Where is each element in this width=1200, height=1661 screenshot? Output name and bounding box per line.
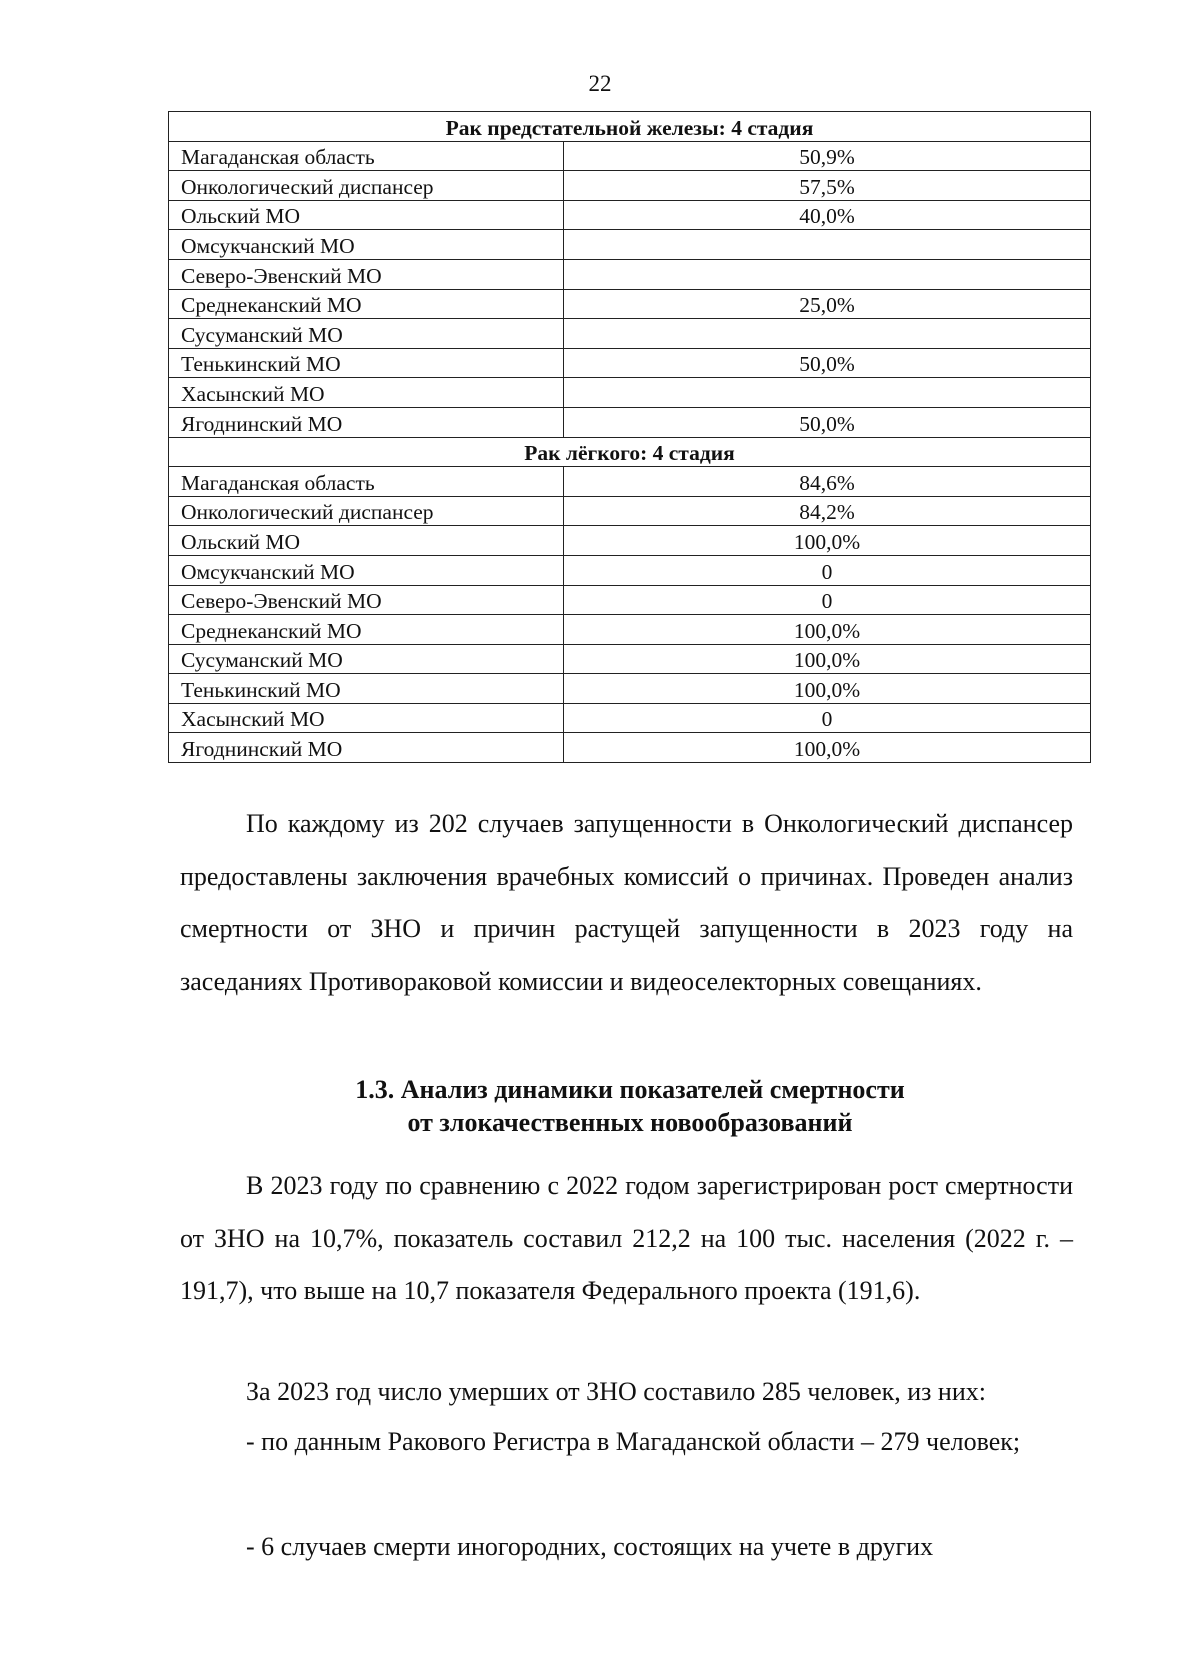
region-cell: Магаданская область — [169, 467, 564, 497]
region-cell: Омсукчанский МО — [169, 555, 564, 585]
table-row — [169, 200, 1091, 230]
value-cell: 0 — [564, 585, 1091, 615]
region-cell: Омсукчанский МО — [169, 230, 564, 260]
value-cell: 50,9% — [564, 141, 1091, 171]
section-heading-line-1: 1.3. Анализ динамики показателей смертности — [355, 1075, 905, 1104]
region-cell: Среднеканский МО — [169, 615, 564, 645]
value-cell: 0 — [564, 703, 1091, 733]
value-cell: 84,2% — [564, 496, 1091, 526]
value-cell: 84,6% — [564, 467, 1091, 497]
section-heading-line-2: от злокачественных новообразований — [407, 1108, 853, 1137]
region-cell: Ягоднинский МО — [169, 407, 564, 437]
table-row — [169, 467, 1091, 497]
paragraph-deaths-total: За 2023 год число умерших от ЗНО составило 285 человек, из них: — [246, 1377, 986, 1406]
value-cell — [564, 259, 1091, 289]
value-cell: 57,5% — [564, 171, 1091, 201]
table-row — [169, 378, 1091, 408]
stage4-statistics-table — [168, 111, 1091, 763]
table-section-header — [169, 437, 1091, 467]
region-cell: Северо-Эвенский МО — [169, 585, 564, 615]
region-cell: Онкологический диспансер — [169, 171, 564, 201]
section-heading — [0, 1073, 1200, 1139]
paragraph-commission-conclusions: По каждому из 202 случаев запущенности в Онкологический диспансер предоставлены заключения врачебных комиссий о причинах. Проведен анализ смертности от ЗНО и причин растущей запущенности в 2023 году на заседаниях Противораковой комиссии и видеоселекторных совещаниях. — [180, 809, 1073, 996]
value-cell: 100,0% — [564, 526, 1091, 556]
table-row — [169, 703, 1091, 733]
table-section-header — [169, 112, 1091, 142]
region-cell: Северо-Эвенский МО — [169, 259, 564, 289]
value-cell: 25,0% — [564, 289, 1091, 319]
value-cell — [564, 230, 1091, 260]
section-title-lung: Рак лёгкого: 4 стадия — [169, 437, 1091, 467]
region-cell: Ольский МО — [169, 200, 564, 230]
region-cell: Сусуманский МО — [169, 644, 564, 674]
region-cell: Тенькинский МО — [169, 674, 564, 704]
region-cell: Магаданская область — [169, 141, 564, 171]
table-row — [169, 644, 1091, 674]
table-row — [169, 733, 1091, 763]
table-row — [169, 348, 1091, 378]
table-row — [169, 407, 1091, 437]
table-row — [169, 319, 1091, 349]
table-row — [169, 141, 1091, 171]
region-cell: Хасынский МО — [169, 703, 564, 733]
value-cell: 40,0% — [564, 200, 1091, 230]
table-row — [169, 496, 1091, 526]
page-number: 22 — [588, 71, 612, 96]
region-cell: Среднеканский МО — [169, 289, 564, 319]
value-cell: 50,0% — [564, 407, 1091, 437]
value-cell: 100,0% — [564, 733, 1091, 763]
paragraph-cancer-registry: - по данным Ракового Регистра в Магаданской области – 279 человек; — [246, 1427, 1021, 1456]
table-row — [169, 289, 1091, 319]
value-cell: 0 — [564, 555, 1091, 585]
region-cell: Онкологический диспансер — [169, 496, 564, 526]
region-cell: Ольский МО — [169, 526, 564, 556]
region-cell: Хасынский МО — [169, 378, 564, 408]
table-row — [169, 555, 1091, 585]
value-cell: 50,0% — [564, 348, 1091, 378]
paragraph-mortality-growth: В 2023 году по сравнению с 2022 годом зарегистрирован рост смертности от ЗНО на 10,7%, показатель составил 212,2 на 100 тыс. населения (2022 г. – 191,7), что выше на 10,7 показателя Федерального проекта (191,6). — [180, 1171, 1073, 1305]
value-cell — [564, 319, 1091, 349]
table-row — [169, 674, 1091, 704]
table-row — [169, 171, 1091, 201]
region-cell: Сусуманский МО — [169, 319, 564, 349]
value-cell — [564, 378, 1091, 408]
value-cell: 100,0% — [564, 615, 1091, 645]
region-cell: Ягоднинский МО — [169, 733, 564, 763]
section-title-prostate: Рак предстательной железы: 4 стадия — [169, 112, 1091, 142]
region-cell: Тенькинский МО — [169, 348, 564, 378]
table-row — [169, 526, 1091, 556]
table-row — [169, 585, 1091, 615]
value-cell: 100,0% — [564, 674, 1091, 704]
paragraph-nonresident-cases: - 6 случаев смерти иногородних, состоящих на учете в других — [246, 1532, 934, 1561]
table-row — [169, 230, 1091, 260]
value-cell: 100,0% — [564, 644, 1091, 674]
table-row — [169, 259, 1091, 289]
table-row — [169, 615, 1091, 645]
